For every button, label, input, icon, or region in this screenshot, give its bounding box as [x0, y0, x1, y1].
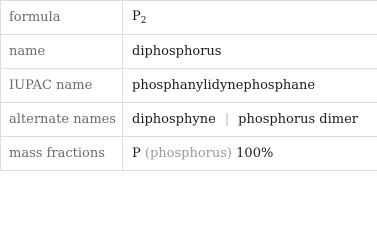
table-row-formula — [1, 1, 377, 35]
formula-element: P — [132, 9, 141, 24]
row-label-mass-fractions: mass fractions — [1, 137, 123, 171]
row-label-alternate-names: alternate names — [1, 103, 123, 137]
row-label-formula: formula — [1, 1, 123, 35]
mass-fractions-value — [123, 137, 377, 171]
iupac-name-value: phosphanylidynephosphane — [123, 69, 377, 103]
name-value: diphosphorus — [123, 35, 377, 69]
alternate-names-separator: | — [224, 112, 230, 127]
alternate-names-value — [123, 103, 377, 137]
formula-value — [123, 1, 377, 35]
mass-fraction-percent: 100% — [236, 146, 274, 161]
table-row-alternate-names — [1, 103, 377, 137]
table-row-mass-fractions — [1, 137, 377, 171]
table-row-iupac-name — [1, 69, 377, 103]
alternate-name-1: diphosphyne — [132, 112, 216, 127]
element-symbol: P — [132, 146, 141, 161]
alternate-name-2: phosphorus dimer — [238, 112, 358, 127]
formula-subscript: 2 — [140, 16, 147, 26]
element-name: (phosphorus) — [144, 146, 233, 161]
table-row-name — [1, 35, 377, 69]
row-label-iupac-name: IUPAC name — [1, 69, 123, 103]
row-label-name: name — [1, 35, 123, 69]
